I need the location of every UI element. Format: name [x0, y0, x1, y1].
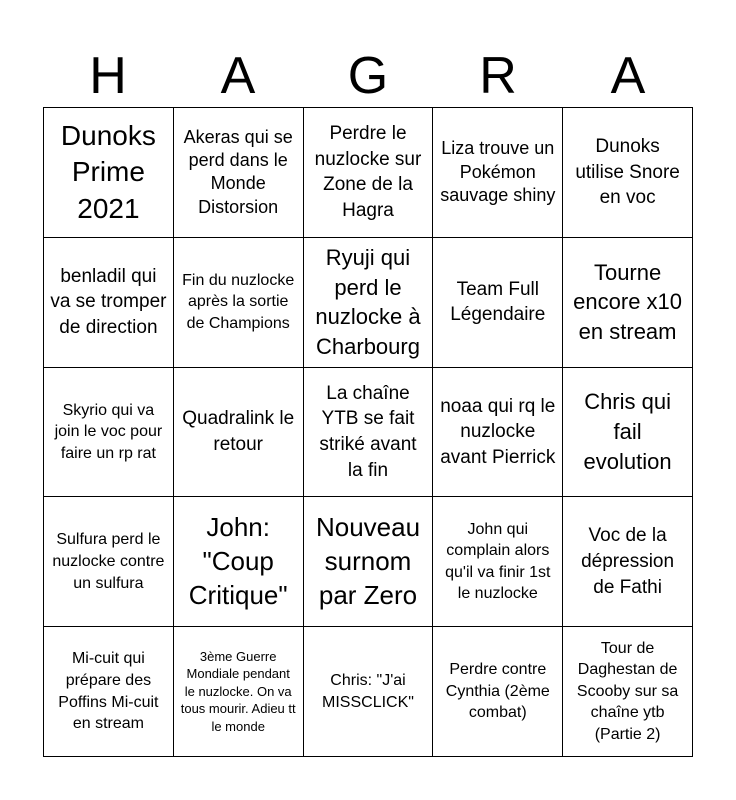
bingo-cell[interactable]: [44, 497, 174, 627]
bingo-cell[interactable]: [44, 108, 174, 238]
bingo-cell-text: Tourne encore x10 en stream: [573, 259, 683, 345]
title-letter-g: G: [347, 47, 389, 105]
bingo-grid: [43, 107, 693, 757]
bingo-cell-text: Perdre le nuzlocke sur Zone de la Hagra: [314, 123, 422, 222]
title-letter-a-2: A: [610, 47, 646, 105]
bingo-cell[interactable]: [174, 108, 304, 238]
bingo-cell[interactable]: [433, 238, 563, 368]
bingo-cell-text: Ryuji qui perd le nuzlocke à Charbourg: [315, 244, 421, 359]
bingo-cell[interactable]: [433, 627, 563, 757]
bingo-cell[interactable]: [563, 238, 693, 368]
bingo-title: [43, 46, 693, 106]
bingo-cell-text: Voc de la dépression de Fathi: [581, 525, 675, 598]
bingo-cell[interactable]: [304, 368, 434, 498]
bingo-cell[interactable]: [44, 368, 174, 498]
bingo-cell-text: Dunoks utilise Snore en voc: [575, 135, 680, 209]
title-letter-r: R: [479, 47, 517, 105]
bingo-cell-text: Chris qui fail evolution: [583, 389, 672, 474]
bingo-cell-text: 3ème Guerre Mondiale pendant le nuzlocke. On va tous mourir. Adieu tt le monde: [180, 648, 296, 734]
bingo-cell-text: Tour de Daghestan de Scooby sur sa chaîne ytb (Partie 2): [576, 639, 679, 743]
bingo-cell-text: John qui complain alors qu'il va finir 1st le nuzlocke: [445, 520, 551, 603]
bingo-cell-text: Perdre contre Cynthia (2ème combat): [445, 661, 550, 722]
bingo-cell-text: Dunoks Prime 2021: [60, 119, 156, 224]
bingo-cell[interactable]: [563, 497, 693, 627]
bingo-cell[interactable]: [174, 627, 304, 757]
bingo-cell[interactable]: [304, 627, 434, 757]
bingo-cell-text: Sulfura perd le nuzlocke contre un sulfura: [52, 531, 165, 592]
bingo-cell[interactable]: [433, 497, 563, 627]
bingo-cell[interactable]: [563, 368, 693, 498]
bingo-cell-text: Nouveau surnom par Zero: [315, 512, 421, 610]
bingo-cell[interactable]: [44, 627, 174, 757]
bingo-cell-text: Chris: "J'ai MISSCLICK": [322, 672, 414, 711]
bingo-cell-text: Team Full Légendaire: [450, 278, 546, 326]
bingo-cell[interactable]: [174, 497, 304, 627]
title-letter-a: A: [220, 47, 256, 105]
bingo-cell-text: La chaîne YTB se fait striké avant la fin: [319, 382, 417, 481]
bingo-cell-text: Skyrio qui va join le voc pour faire un rp rat: [54, 401, 163, 462]
bingo-cell[interactable]: [304, 108, 434, 238]
bingo-cell-text: John: "Coup Critique": [188, 512, 288, 610]
bingo-cell[interactable]: [44, 238, 174, 368]
bingo-cell[interactable]: [304, 497, 434, 627]
bingo-cell-text: Liza trouve un Pokémon sauvage shiny: [440, 138, 556, 206]
bingo-cell-text: noaa qui rq le nuzlocke avant Pierrick: [440, 395, 556, 468]
bingo-cell-text: Fin du nuzlocke après la sortie de Champions: [182, 271, 295, 332]
bingo-cell[interactable]: [304, 238, 434, 368]
bingo-cell-text: Mi-cuit qui prépare des Poffins Mi-cuit en stream: [58, 650, 159, 733]
bingo-cell[interactable]: [433, 368, 563, 498]
bingo-cell[interactable]: [174, 238, 304, 368]
bingo-cell[interactable]: [433, 108, 563, 238]
title-letter-h: H: [89, 47, 127, 105]
bingo-cell-text: Quadralink le retour: [182, 408, 295, 455]
bingo-cell[interactable]: [563, 627, 693, 757]
bingo-cell[interactable]: [174, 368, 304, 498]
bingo-cell-text: Akeras qui se perd dans le Monde Distorsion: [183, 126, 293, 217]
bingo-cell-text: benladil qui va se tromper de direction: [50, 265, 167, 339]
bingo-cell[interactable]: [563, 108, 693, 238]
